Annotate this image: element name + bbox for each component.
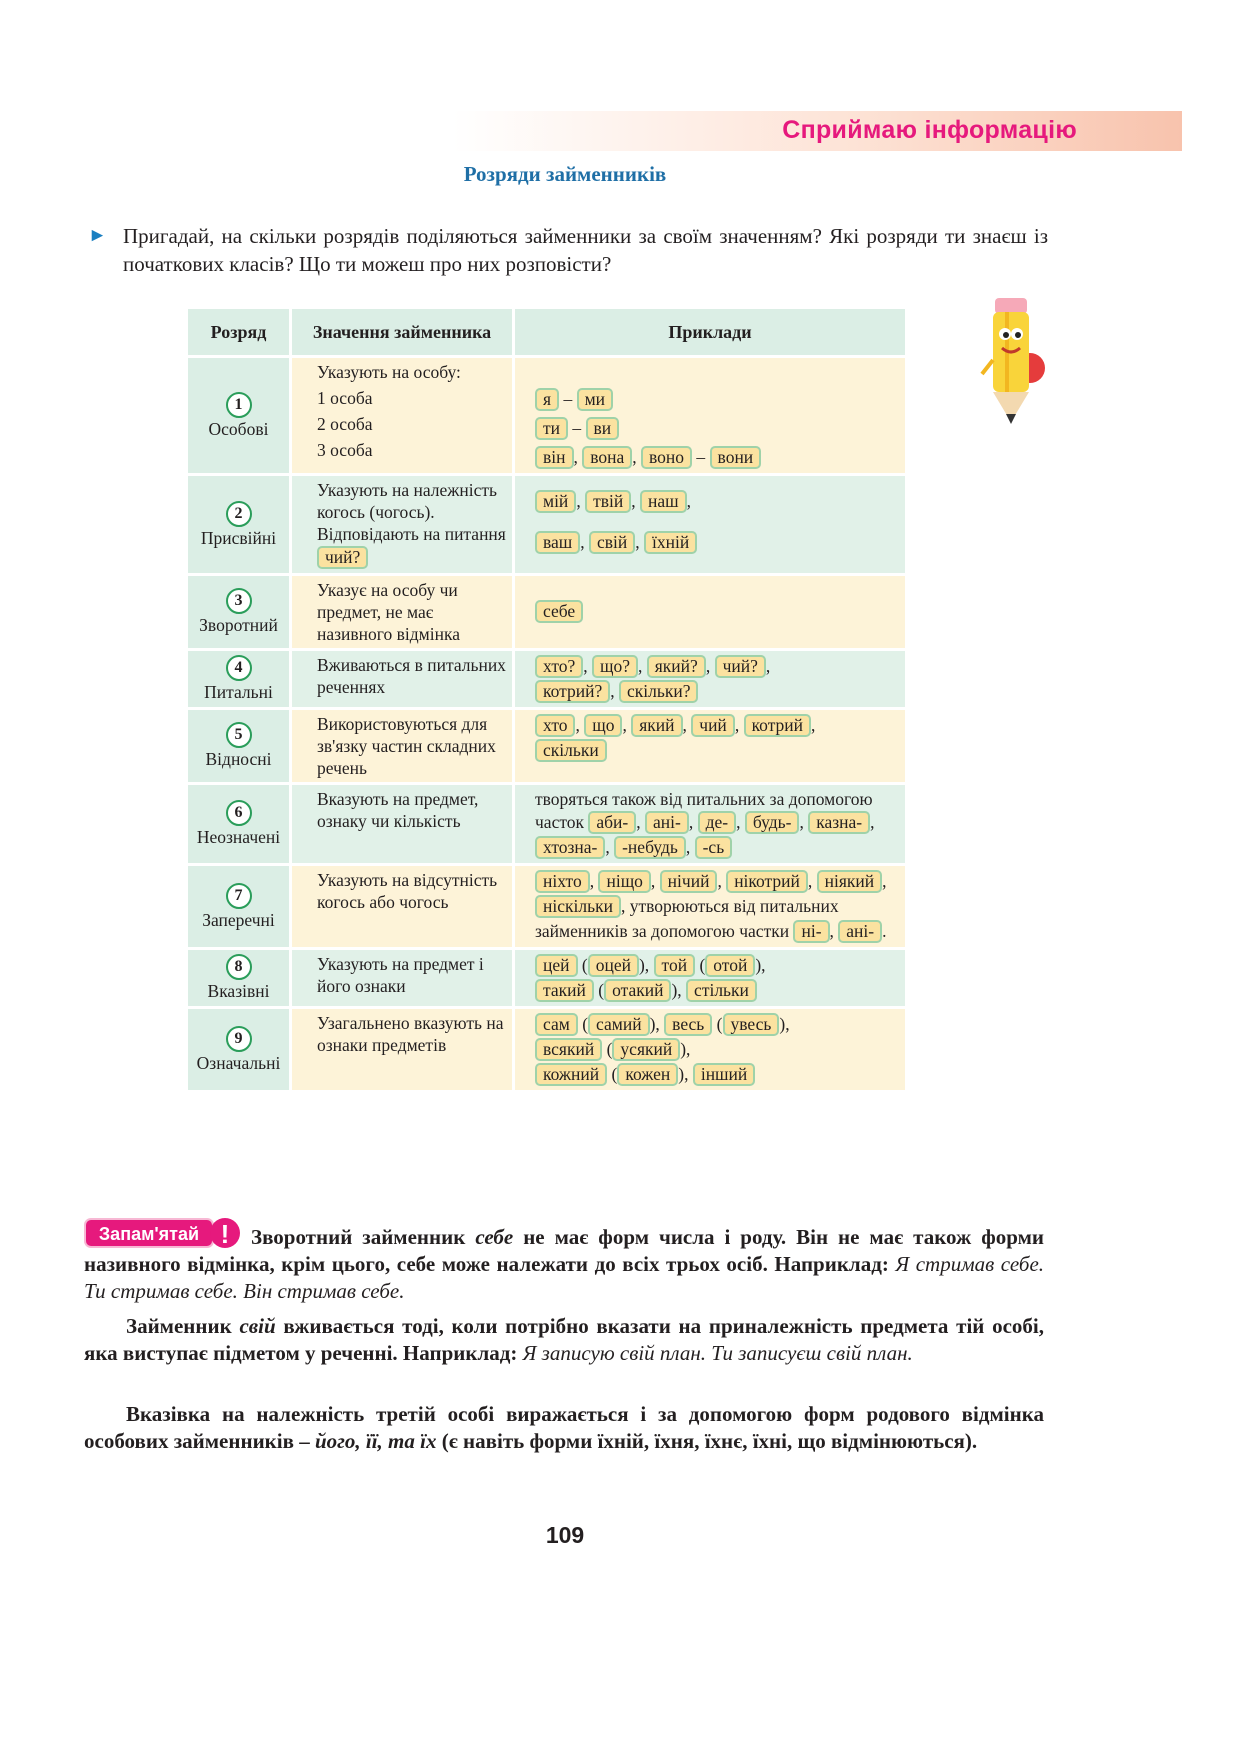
- row-number: 4: [226, 655, 252, 681]
- meaning-cell: Указує на особу чи предмет, не має називного відмінка: [292, 576, 512, 648]
- table-row: [188, 710, 905, 782]
- header-examples: Приклади: [515, 309, 905, 355]
- meaning-cell: Вживаються в питальних реченнях: [292, 651, 512, 707]
- example-chip: що?: [592, 655, 638, 678]
- examples-cell: мій , твій , наш , ваш , свій , їхній: [515, 476, 905, 573]
- row-number: 8: [226, 954, 252, 980]
- table-row: [188, 866, 905, 947]
- meaning-cell: Узагальнено вказують на ознаки предметів: [292, 1009, 512, 1090]
- row-number: 6: [226, 800, 252, 826]
- question-block: [88, 222, 1048, 278]
- remember-paragraph: Зворотний займенник себе не має форм числа і роду. Він не має також форми називного відмінка, крім цього, себе може належати до всіх трьох осіб. Наприклад: Я стримав себе. Ти стримав себе. Він стримав себе.: [84, 1225, 1045, 1303]
- example-chip: чий?: [317, 546, 368, 569]
- example-chip: будь-: [745, 811, 800, 834]
- example-chip: ви: [586, 417, 620, 440]
- example-chip: який: [631, 714, 682, 737]
- table-row: [188, 358, 905, 473]
- example-chip: отакий: [604, 979, 671, 1002]
- example-chip: хто?: [535, 655, 583, 678]
- meaning-cell: Використовуються для зв'язку частин складних речень: [292, 710, 512, 782]
- example-chip: самий: [588, 1013, 650, 1036]
- example-chip: аби-: [588, 811, 636, 834]
- example-chip: їхній: [644, 531, 697, 554]
- example-chip: скільки: [535, 739, 607, 762]
- example-chip: ти: [535, 417, 568, 440]
- example-chip: який?: [647, 655, 706, 678]
- example-chip: ані-: [838, 920, 882, 943]
- page-number: 109: [545, 1522, 585, 1548]
- example-chip: де-: [698, 811, 737, 834]
- example-chip: -небудь: [614, 836, 686, 859]
- example-chip: кожний: [535, 1063, 607, 1086]
- example-chip: ми: [577, 388, 613, 411]
- row-number: 3: [226, 588, 252, 614]
- example-chip: ніскільки: [535, 895, 621, 918]
- example-chip: нічий: [660, 870, 718, 893]
- example-chip: скільки?: [619, 680, 698, 703]
- category-name: Заперечні: [202, 909, 275, 930]
- table-row: [188, 576, 905, 648]
- example-chip: цей: [535, 954, 578, 977]
- category-name: Присвійні: [200, 527, 277, 548]
- meaning-cell: Указують на особу: 1 особа 2 особа 3 особа: [292, 358, 512, 473]
- row-number: 9: [226, 1026, 252, 1052]
- table-row: [188, 476, 905, 573]
- remember-label: Запам'ятай: [98, 1224, 200, 1244]
- examples-cell: творяться також від питальних за допомогою часток аби- , ані- , де- , будь- , казна- , хтозна- , -небудь , -сь: [515, 785, 905, 863]
- paragraph-third-person: Вказівка на належність третій особі виражається і за допомогою форм родового відмінка особових займенників – його, її, та їх (є навіть форми їхній, їхня, їхнє, їхні, що відмінюються).: [84, 1402, 1044, 1453]
- example-chip: себе: [535, 600, 583, 623]
- example-chip: що: [584, 714, 622, 737]
- meaning-cell: Указують на предмет і його ознаки: [292, 950, 512, 1006]
- row-number: 2: [226, 501, 252, 527]
- category-name: Зворотний: [199, 615, 278, 635]
- table-row: [188, 785, 905, 863]
- header-category: Розряд: [188, 309, 289, 355]
- pencil-mascot-icon: [978, 290, 1046, 428]
- examples-cell: сам ( самий ), весь ( увесь ), всякий ( усякий ), кожний ( кожен ), інший: [515, 1009, 905, 1090]
- header-meaning: Значення займенника: [292, 309, 512, 355]
- example-chip: чий: [691, 714, 735, 737]
- category-name: Особові: [208, 418, 269, 439]
- example-chip: хто: [535, 714, 575, 737]
- example-chip: усякий: [612, 1038, 680, 1061]
- exclamation-icon: !: [220, 1219, 230, 1249]
- category-name: Відносні: [205, 749, 272, 769]
- example-chip: такий: [535, 979, 594, 1002]
- examples-cell: цей ( оцей ), той ( отой ), такий ( отакий ), стільки: [515, 950, 905, 1006]
- table-row: [188, 651, 905, 707]
- example-chip: кожен: [617, 1063, 678, 1086]
- example-chip: воно: [641, 446, 692, 469]
- examples-cell: ніхто , ніщо , нічий , нікотрий , ніякий , ніскільки , утворюються від питальних займенників за допомогою частки ні- , ані- .: [515, 866, 905, 947]
- paragraph-svij: Займенник свій вживається тоді, коли потрібно вказати на приналежність предмета тій особі, яка виступає підметом у реченні. Наприклад: Я записую свій план. Ти записуєш свій план.: [84, 1314, 1044, 1365]
- page-title: Розряди займенників: [463, 162, 667, 186]
- table-row: [188, 950, 905, 1006]
- example-chip: твій: [585, 490, 631, 513]
- example-chip: мій: [535, 490, 576, 513]
- example-chip: ані-: [645, 811, 689, 834]
- example-chip: стільки: [686, 979, 757, 1002]
- row-number: 7: [226, 883, 252, 909]
- examples-cell: [515, 576, 905, 648]
- example-chip: оцей: [588, 954, 639, 977]
- example-chip: наш: [640, 490, 687, 513]
- example-chip: ні-: [793, 920, 829, 943]
- example-chip: інший: [693, 1063, 755, 1086]
- example-chip: всякий: [535, 1038, 602, 1061]
- row-number: 5: [226, 722, 252, 748]
- examples-cell: хто , що , який , чий , котрий , скільки: [515, 710, 905, 782]
- example-chip: ваш: [535, 531, 580, 554]
- category-name: Неозначені: [196, 827, 281, 847]
- example-chip: нікотрий: [726, 870, 808, 893]
- row-number: 1: [226, 392, 252, 418]
- section-title: Сприймаю інформацію: [782, 116, 1077, 144]
- pronoun-categories-table: [185, 306, 908, 1093]
- example-chip: казна-: [808, 811, 870, 834]
- examples-cell: хто? , що? , який? , чий? , котрий? , скільки?: [515, 651, 905, 707]
- category-name: Вказівні: [207, 981, 270, 1001]
- example-chip: свій: [589, 531, 635, 554]
- question-text: Пригадай, на скільки розрядів поділяються займенники за своїм значенням? Які розряди ти знаєш із початкових класів? Що ти можеш про них розповісти?: [123, 224, 1048, 276]
- examples-cell: я – ми ти – ви він , вона , воно – вони: [515, 358, 905, 473]
- example-chip: увесь: [723, 1013, 780, 1036]
- example-chip: котрий: [744, 714, 811, 737]
- example-chip: чий?: [715, 655, 766, 678]
- meaning-cell: Вказують на предмет, ознаку чи кількість: [292, 785, 512, 863]
- meaning-cell: Указують на належність когось (чогось). Відповідають на питання чий?: [292, 476, 512, 573]
- meaning-cell: Указують на відсутність когось або чогось: [292, 866, 512, 947]
- example-chip: ніякий: [817, 870, 883, 893]
- example-chip: ніщо: [598, 870, 650, 893]
- example-chip: вона: [582, 446, 632, 469]
- table-row: [188, 1009, 905, 1090]
- category-name: Означальні: [196, 1052, 281, 1073]
- example-chip: ніхто: [535, 870, 590, 893]
- category-name: Питальні: [204, 682, 273, 702]
- triangle-arrow-icon: ►: [88, 225, 107, 246]
- example-chip: він: [535, 446, 574, 469]
- example-chip: хтозна-: [535, 836, 605, 859]
- example-chip: я: [535, 388, 559, 411]
- example-chip: отой: [705, 954, 755, 977]
- section-banner: [452, 111, 1182, 151]
- example-chip: сам: [535, 1013, 578, 1036]
- example-chip: котрий?: [535, 680, 610, 703]
- example-chip: -сь: [695, 836, 733, 859]
- example-chip: той: [654, 954, 696, 977]
- example-chip: весь: [664, 1013, 712, 1036]
- example-chip: вони: [710, 446, 762, 469]
